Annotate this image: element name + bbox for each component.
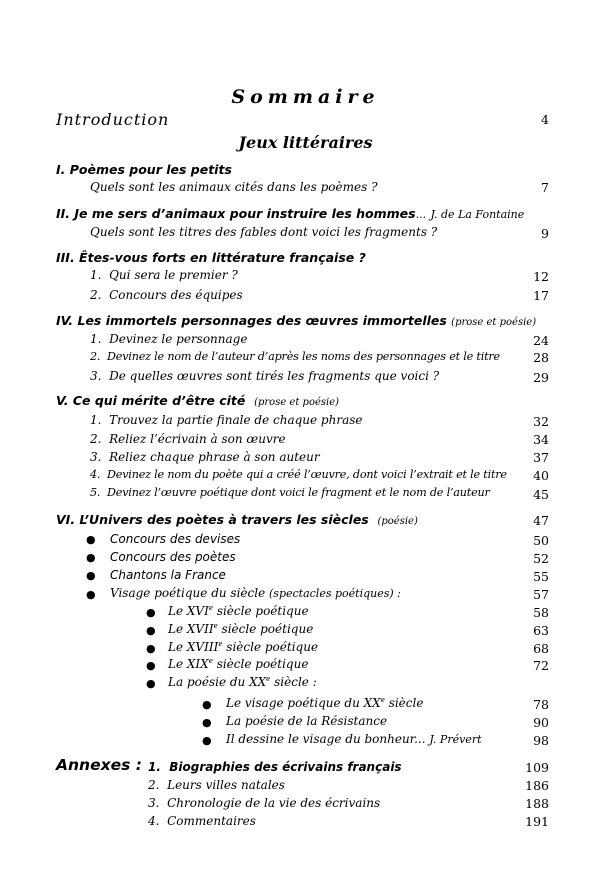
bullet-icon: ● xyxy=(202,698,212,711)
list-item xyxy=(226,732,482,746)
superscript: e xyxy=(213,622,218,630)
page-number: 28 xyxy=(533,350,549,365)
list-item xyxy=(90,413,363,427)
item-text: Leurs villes natales xyxy=(167,778,285,792)
page-number: 63 xyxy=(533,623,549,638)
section-2-ellipsis: ... xyxy=(415,208,427,221)
item-text: Le XVII xyxy=(168,622,214,636)
list-item xyxy=(168,604,309,618)
item-text: Qui sera le premier ? xyxy=(109,268,238,282)
list-item xyxy=(168,657,308,671)
introduction-page: 4 xyxy=(541,112,549,127)
list-item xyxy=(90,332,247,346)
item-text: Chronologie de la vie des écrivains xyxy=(167,796,381,810)
page-number: 72 xyxy=(533,658,549,673)
item-number: 3. xyxy=(148,796,160,810)
bullet-icon: ● xyxy=(146,606,156,619)
item-text: Trouvez la partie finale de chaque phrase xyxy=(109,413,363,427)
page-number: 47 xyxy=(533,513,549,528)
item-text: Le XVIII xyxy=(168,640,219,654)
introduction-label: Introduction xyxy=(56,110,170,129)
page-number: 32 xyxy=(533,414,549,429)
item-number: 4. xyxy=(148,814,160,828)
item-text: Devinez le nom du poète qui a créé l’œuvre, dont voici l’extrait et le titre xyxy=(107,468,507,481)
section-heading: Jeux littéraires xyxy=(238,133,373,152)
item-text-end: siècle poétique xyxy=(217,622,314,636)
page-number: 78 xyxy=(533,697,549,712)
bullet-icon: ● xyxy=(86,569,96,582)
item-text-end: siècle poétique xyxy=(213,604,309,618)
page-number: 109 xyxy=(525,760,549,775)
item-number: 4. xyxy=(90,468,101,481)
bullet-icon: ● xyxy=(86,588,96,601)
section-4-heading xyxy=(56,313,536,328)
list-item xyxy=(90,450,320,464)
section-6-heading xyxy=(56,512,418,527)
item-text: Le XVI xyxy=(168,604,209,618)
superscript: e xyxy=(218,640,223,648)
list-item xyxy=(168,675,317,689)
list-item xyxy=(148,796,380,810)
list-item xyxy=(90,350,500,363)
item-number: 3. xyxy=(90,369,102,383)
item-text: Visage poétique du siècle xyxy=(110,586,266,600)
page-number: 57 xyxy=(533,587,549,602)
list-item xyxy=(90,369,439,383)
item-text: Devinez l’œuvre poétique dont voici le fragment et le nom de l’auteur xyxy=(107,486,490,499)
page-number: 55 xyxy=(533,569,549,584)
list-item xyxy=(110,586,401,600)
list-item xyxy=(148,760,402,774)
list-item xyxy=(90,288,243,302)
list-item: Quels sont les titres des fables dont voici les fragments ? xyxy=(90,225,438,239)
superscript: e xyxy=(208,604,213,612)
item-number: 5. xyxy=(90,486,101,499)
page-number: 34 xyxy=(533,432,549,447)
section-4-heading-text: IV. Les immortels personnages des œuvres immortelles xyxy=(56,313,447,328)
item-text: Il dessine le visage du bonheur... xyxy=(226,732,426,746)
item-number: 2. xyxy=(90,288,102,302)
page-number: 68 xyxy=(533,641,549,656)
bullet-icon: ● xyxy=(146,624,156,637)
section-4-note: (prose et poésie) xyxy=(451,317,537,328)
section-6-note: (poésie) xyxy=(377,516,418,527)
item-text: De quelles œuvres sont tirés les fragments que voici ? xyxy=(109,369,440,383)
page-number: 9 xyxy=(541,226,549,241)
list-item: Chantons la France xyxy=(110,568,226,582)
page-number: 29 xyxy=(533,370,549,385)
page-number: 58 xyxy=(533,605,549,620)
page-number: 37 xyxy=(533,450,549,465)
item-note: (spectacles poétiques) : xyxy=(269,587,401,600)
list-item xyxy=(90,468,507,481)
list-item: La poésie de la Résistance xyxy=(226,714,388,728)
item-text-end: siècle poétique xyxy=(212,657,309,671)
page-number: 17 xyxy=(533,288,549,303)
superscript: e xyxy=(380,696,385,704)
item-text-end: siècle xyxy=(384,696,424,710)
section-5-heading xyxy=(56,393,339,408)
page-number: 45 xyxy=(533,487,549,502)
item-text: Reliez l’écrivain à son œuvre xyxy=(109,432,286,446)
list-item xyxy=(168,622,313,636)
list-item: Quels sont les animaux cités dans les poèmes ? xyxy=(90,180,378,194)
item-number: 1. xyxy=(148,760,161,774)
item-number: 1. xyxy=(90,413,102,427)
page-title: Sommaire xyxy=(231,86,380,108)
page-number: 50 xyxy=(533,533,549,548)
page-number: 188 xyxy=(525,796,549,811)
superscript: e xyxy=(208,657,213,665)
bullet-icon: ● xyxy=(86,551,96,564)
item-text-end: siècle : xyxy=(270,675,317,689)
page-number: 52 xyxy=(533,551,549,566)
item-text: Commentaires xyxy=(167,814,256,828)
item-author: J. Prévert xyxy=(429,733,482,746)
section-2-heading-text: II. Je me sers d’animaux pour instruire les hommes xyxy=(56,206,416,221)
list-item xyxy=(90,486,490,499)
list-item xyxy=(148,814,256,828)
page-number: 186 xyxy=(525,778,549,793)
item-number: 1. xyxy=(90,268,102,282)
page-number: 98 xyxy=(533,733,549,748)
item-text: Biographies des écrivains français xyxy=(169,760,402,774)
item-text: Le visage poétique du XX xyxy=(226,696,381,710)
section-5-note: (prose et poésie) xyxy=(254,397,340,408)
item-text: La poésie du XX xyxy=(168,675,267,689)
bullet-icon: ● xyxy=(146,659,156,672)
list-item xyxy=(90,432,286,446)
item-text: Devinez le personnage xyxy=(109,332,248,346)
page-number: 12 xyxy=(533,269,549,284)
list-item xyxy=(90,268,238,282)
page-number: 40 xyxy=(533,468,549,483)
list-item: Concours des poètes xyxy=(110,550,236,564)
page-number: 7 xyxy=(541,180,549,195)
section-6-heading-text: VI. L’Univers des poètes à travers les siècles xyxy=(56,512,369,527)
item-text: Concours des équipes xyxy=(109,288,243,302)
page-number: 191 xyxy=(525,814,549,829)
item-number: 2. xyxy=(90,350,101,363)
section-1-heading: I. Poèmes pour les petits xyxy=(56,162,232,177)
item-number: 1. xyxy=(90,332,102,346)
list-item xyxy=(148,778,285,792)
bullet-icon: ● xyxy=(202,716,212,729)
page-number: 90 xyxy=(533,715,549,730)
annexes-label: Annexes : xyxy=(56,756,142,774)
item-text: Reliez chaque phrase à son auteur xyxy=(109,450,320,464)
section-5-heading-text: V. Ce qui mérite d’être cité xyxy=(56,393,246,408)
item-number: 2. xyxy=(90,432,102,446)
section-2-heading xyxy=(56,206,524,221)
list-item xyxy=(168,640,318,654)
bullet-icon: ● xyxy=(202,734,212,747)
item-number: 3. xyxy=(90,450,102,464)
bullet-icon: ● xyxy=(86,533,96,546)
section-3-heading: III. Êtes-vous forts en littérature française ? xyxy=(56,250,366,265)
list-item xyxy=(226,696,423,710)
section-2-author: J. de La Fontaine xyxy=(430,208,525,221)
item-number: 2. xyxy=(148,778,160,792)
item-text-end: siècle poétique xyxy=(222,640,319,654)
page-number: 24 xyxy=(533,333,549,348)
item-text: Devinez le nom de l’auteur d’après les noms des personnages et le titre xyxy=(107,350,500,363)
bullet-icon: ● xyxy=(146,642,156,655)
list-item: Concours des devises xyxy=(110,532,241,546)
bullet-icon: ● xyxy=(146,677,156,690)
item-text: Le XIX xyxy=(168,657,209,671)
superscript: e xyxy=(266,675,271,683)
